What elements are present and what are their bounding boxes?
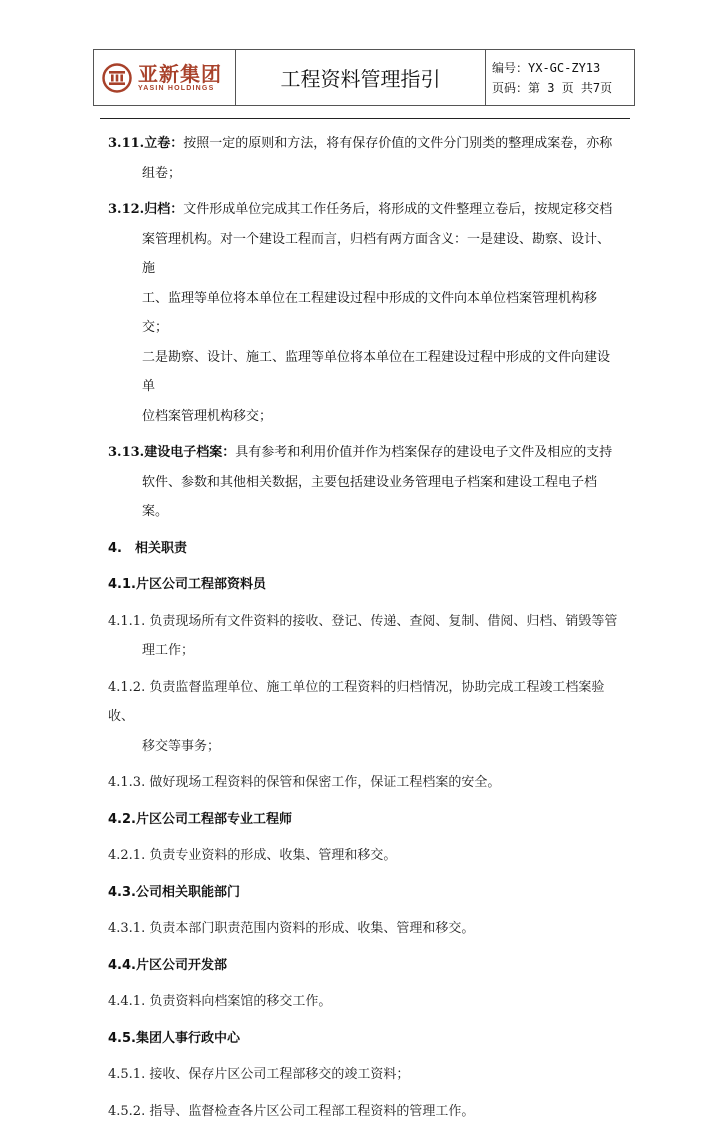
document-title: 工程资料管理指引 bbox=[236, 50, 486, 105]
paragraph-text: 位档案管理机构移交； bbox=[142, 402, 272, 432]
item-4-4-1: 4.4.1. 负责资料向档案馆的移交工作。 bbox=[108, 987, 618, 1017]
paragraph-3-11-cont bbox=[108, 159, 618, 189]
item-4-2-1: 4.2.1. 负责专业资料的形成、收集、管理和移交。 bbox=[108, 841, 618, 871]
document-header bbox=[93, 49, 635, 106]
paragraph-number: 3.12. bbox=[108, 195, 144, 225]
paragraph-3-12 bbox=[108, 195, 618, 225]
logo-chinese-name: 亚新集团 bbox=[138, 63, 222, 85]
paragraph-3-12-cont bbox=[108, 225, 618, 284]
document-body bbox=[108, 122, 618, 1126]
item-4-1-2-cont: 移交等事务； bbox=[108, 732, 618, 762]
paragraph-text: 具有参考和利用价值并作为档案保存的建设电子文件及相应的支持 bbox=[235, 445, 612, 460]
paragraph-3-13-cont bbox=[108, 468, 618, 527]
logo bbox=[94, 50, 236, 105]
paragraph-3-12-cont bbox=[108, 402, 618, 432]
paragraph-3-11 bbox=[108, 129, 618, 159]
term: 建设电子档案： bbox=[144, 445, 235, 460]
item-4-1-1: 4.1.1. 负责现场所有文件资料的接收、登记、传递、查阅、复制、借阅、归档、销毁等管 bbox=[108, 607, 618, 637]
header-divider bbox=[100, 118, 630, 119]
yasin-logo-icon bbox=[102, 63, 132, 93]
paragraph-text: 组卷； bbox=[142, 159, 181, 189]
paragraph-number: 3.13. bbox=[108, 438, 144, 468]
paragraph-text: 工、监理等单位将本单位在工程建设过程中形成的文件向本单位档案管理机构移交； bbox=[142, 284, 618, 343]
page-indicator: 页码：第 3 页 共7页 bbox=[492, 78, 634, 98]
item-4-5-2: 4.5.2. 指导、监督检查各片区公司工程部工程资料的管理工作。 bbox=[108, 1097, 618, 1126]
section-heading-4-1: 4.1.片区公司工程部资料员 bbox=[108, 570, 618, 600]
term: 归档： bbox=[144, 202, 183, 217]
paragraph-3-12-cont bbox=[108, 284, 618, 343]
item-4-1-3: 4.1.3. 做好现场工程资料的保管和保密工作，保证工程档案的安全。 bbox=[108, 768, 618, 798]
paragraph-text: 按照一定的原则和方法，将有保存价值的文件分门别类的整理成案卷，亦称 bbox=[183, 136, 612, 151]
paragraph-text: 文件形成单位完成其工作任务后，将形成的文件整理立卷后，按规定移交档 bbox=[183, 202, 612, 217]
paragraph-text: 案管理机构。对一个建设工程而言，归档有两方面含义：一是建设、勘察、设计、施 bbox=[142, 225, 618, 284]
section-heading-4: 4. 相关职责 bbox=[108, 534, 618, 564]
section-heading-4-5: 4.5.集团人事行政中心 bbox=[108, 1024, 618, 1054]
logo-english-name: YASIN HOLDINGS bbox=[138, 85, 222, 92]
document-info bbox=[486, 50, 634, 105]
item-4-5-1: 4.5.1. 接收、保存片区公司工程部移交的竣工资料； bbox=[108, 1060, 618, 1090]
section-heading-4-2: 4.2.片区公司工程部专业工程师 bbox=[108, 805, 618, 835]
paragraph-text: 二是勘察、设计、施工、监理等单位将本单位在工程建设过程中形成的文件向建设单 bbox=[142, 343, 618, 402]
item-4-1-1-cont: 理工作； bbox=[108, 636, 618, 666]
section-heading-4-4: 4.4.片区公司开发部 bbox=[108, 951, 618, 981]
item-4-3-1: 4.3.1. 负责本部门职责范围内资料的形成、收集、管理和移交。 bbox=[108, 914, 618, 944]
section-heading-4-3: 4.3.公司相关职能部门 bbox=[108, 878, 618, 908]
document-code: 编号：YX-GC-ZY13 bbox=[492, 58, 634, 78]
paragraph-text: 软件、参数和其他相关数据，主要包括建设业务管理电子档案和建设工程电子档案。 bbox=[142, 468, 618, 527]
paragraph-3-12-cont bbox=[108, 343, 618, 402]
item-4-1-2: 4.1.2. 负责监督监理单位、施工单位的工程资料的归档情况，协助完成工程竣工档案验收、 bbox=[108, 673, 618, 732]
paragraph-number: 3.11. bbox=[108, 129, 144, 159]
term: 立卷： bbox=[144, 136, 183, 151]
paragraph-3-13 bbox=[108, 438, 618, 468]
